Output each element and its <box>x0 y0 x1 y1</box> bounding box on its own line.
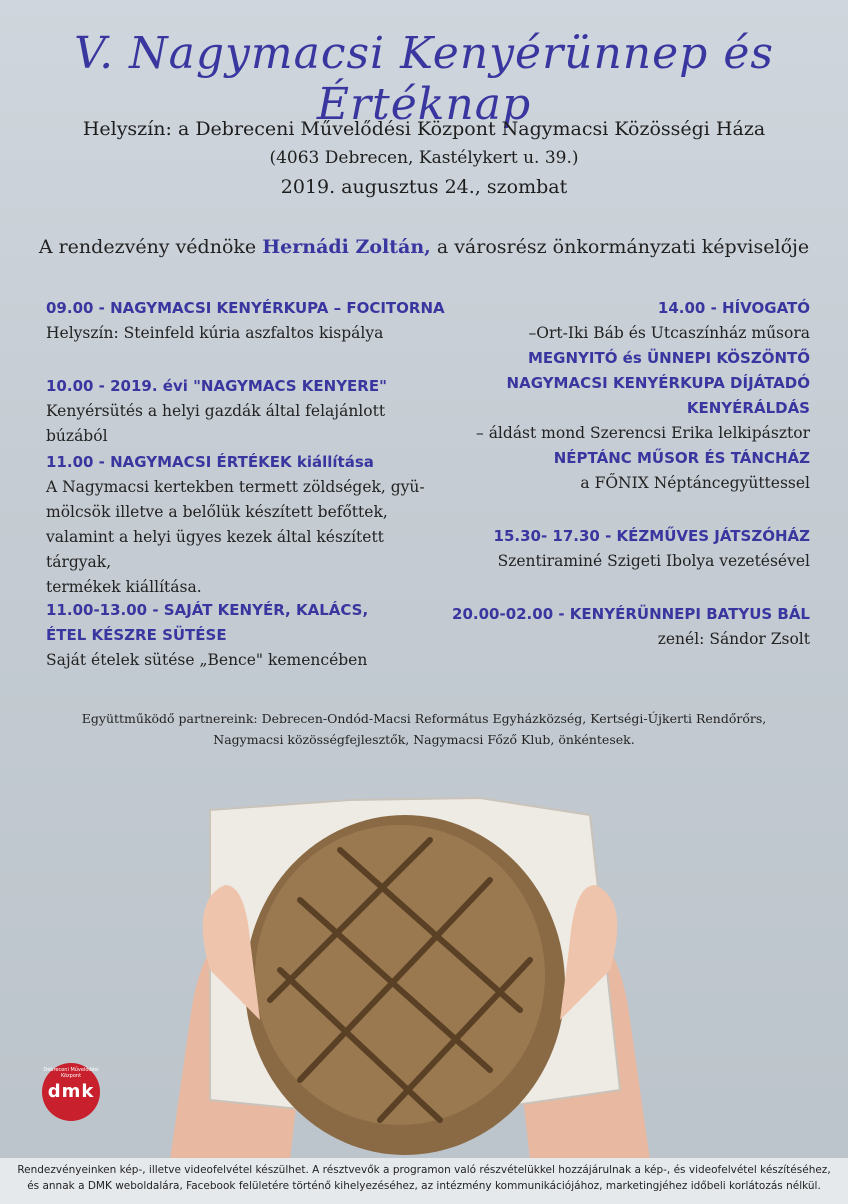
program-heading: 11.00 - NAGYMACSI ÉRTÉKEK kiállítása <box>46 453 374 471</box>
program-right-3 <box>410 602 810 652</box>
program-text: A Nagymacsi kertekben termett zöldségek, gyü- <box>46 478 425 496</box>
venue-address: (4063 Debrecen, Kastélykert u. 39.) <box>269 148 579 168</box>
patron-name: Hernádi Zoltán, <box>262 236 431 258</box>
program-heading: 11.00-13.00 - SAJÁT KENYÉR, KALÁCS, <box>46 601 369 619</box>
footer-disclaimer <box>0 1158 848 1204</box>
program-heading: ÉTEL KÉSZRE SÜTÉSE <box>46 626 227 644</box>
patron-prefix: A rendezvény védnöke <box>38 236 257 258</box>
logo-subtitle: Debreceni Művelődési Központ <box>43 1067 99 1079</box>
program-right-1 <box>410 296 810 496</box>
program-text: zenél: Sándor Zsolt <box>657 630 810 648</box>
program-text: Szentiraminé Szigeti Ibolya vezetésével <box>497 552 810 570</box>
program-text: mölcsök illetve a belőlük készített befőttek, <box>46 503 388 521</box>
program-heading: 14.00 - HÍVOGATÓ <box>657 299 810 317</box>
program-text: Kenyérsütés a helyi gazdák által felajánlott búzából <box>46 402 386 445</box>
footer-line: Rendezvényeinken kép-, illetve videofelvétel készülhet. A résztvevők a programon való részvételükkel hozzájárulnak a kép-, és videofelvétel készítéséhez, <box>17 1164 831 1176</box>
partners-line: Nagymacsi közösségfejlesztők, Nagymacsi Főző Klub, önkéntesek. <box>213 732 635 747</box>
program-right-2 <box>410 524 810 574</box>
event-date: 2019. augusztus 24., szombat <box>280 176 568 198</box>
program-left-2 <box>46 374 446 449</box>
program-text: Saját ételek sütése „Bence" kemencében <box>46 651 368 669</box>
patron-line <box>0 236 848 258</box>
program-text: –Ort-Iki Báb és Utcaszínház műsora <box>528 324 810 342</box>
program-text: Helyszín: Steinfeld kúria aszfaltos kispálya <box>46 324 384 342</box>
program-text: a FŐNIX Néptáncegyüttessel <box>580 474 810 492</box>
program-left-1 <box>46 296 446 346</box>
page-title: V. Nagymacsi Kenyérünnep és Értéknap <box>74 28 774 130</box>
logo-text: dmk <box>47 1081 95 1102</box>
patron-suffix: a városrész önkormányzati képviselője <box>436 236 810 258</box>
dmk-logo <box>42 1063 100 1121</box>
footer-line: és annak a DMK weboldalára, Facebook felületére történő kihelyezéséhez, az intézmény kommunikációjához, marketingjéhez időbeli korlátozás nélkül. <box>27 1180 821 1192</box>
program-heading: 20.00-02.00 - KENYÉRÜNNEPI BATYUS BÁL <box>452 605 810 623</box>
program-left-4 <box>46 598 446 673</box>
program-text: valamint a helyi ügyes kezek által készített tárgyak, <box>46 528 384 571</box>
partners-line: Együttműködő partnereink: Debrecen-Ondód-Macsi Református Egyházközség, Kertségi-Újkerti Rendőrőrs, <box>81 711 767 726</box>
program-heading: KENYÉRÁLDÁS <box>686 399 810 417</box>
program-text: termékek kiállítása. <box>46 578 202 596</box>
program-heading: MEGNYITÓ és ÜNNEPI KÖSZÖNTŐ <box>527 349 810 367</box>
program-heading: 09.00 - NAGYMACSI KENYÉRKUPA – FOCITORNA <box>46 299 445 317</box>
program-heading: 10.00 - 2019. évi "NAGYMACS KENYERE" <box>46 377 387 395</box>
program-left-3 <box>46 450 446 600</box>
program-text: – áldást mond Szerencsi Erika lelkipásztor <box>476 424 810 442</box>
partners-block <box>70 708 778 750</box>
program-heading: NAGYMACSI KENYÉRKUPA DÍJÁTADÓ <box>506 374 810 392</box>
venue-line: Helyszín: a Debreceni Művelődési Központ Nagymacsi Közösségi Háza <box>82 118 766 140</box>
program-heading: NÉPTÁNC MŰSOR ÉS TÁNCHÁZ <box>553 449 810 467</box>
bread-illustration <box>150 770 670 1160</box>
program-heading: 15.30- 17.30 - KÉZMŰVES JÁTSZÓHÁZ <box>493 527 810 545</box>
